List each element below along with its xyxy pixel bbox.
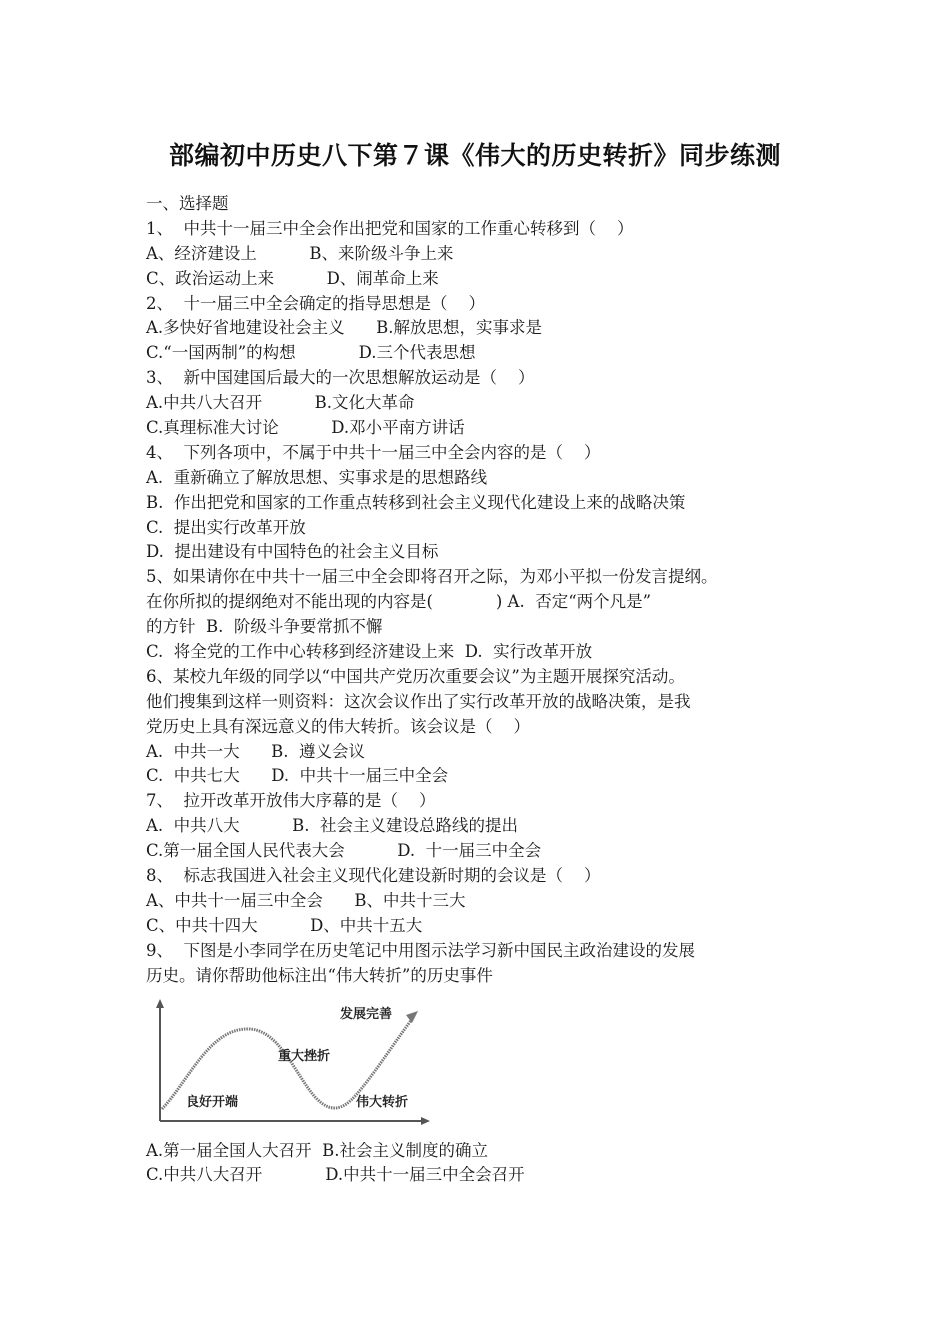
option-c: C. 提出实行改革开放	[146, 517, 306, 537]
options-cd: C. 中共七大 D. 中共十一届三中全会	[146, 766, 449, 786]
option-d: D. 提出建设有中国特色的社会主义目标	[146, 542, 439, 562]
curve-arrow	[406, 1011, 418, 1023]
question-text-line: 5、如果请你在中共十一届三中全会即将召开之际，为邓小平拟一份发言提纲。	[146, 567, 718, 587]
question-text-line: 9、 下图是小李同学在历史笔记中用图示法学习新中国民主政治建设的发展	[146, 940, 695, 960]
options-ab: A. 中共一大 B. 遵义会议	[146, 741, 365, 761]
question-stem: 2、 十一届三中全会确定的指导思想是（ ）	[146, 293, 485, 313]
question-6	[146, 665, 816, 789]
question-stem: 7、 拉开改革开放伟大序幕的是（ ）	[146, 791, 436, 811]
options-ab: A、中共十一届三中全会 B、中共十三大	[146, 890, 466, 910]
exercise-body	[146, 192, 816, 1188]
question-1	[146, 217, 816, 292]
question-text-line: 历史。请你帮助他标注出“伟大转折”的历史事件	[146, 965, 493, 985]
options-cd: C、中共十四大 D、中共十五大	[146, 915, 423, 935]
options-ab: A.中共八大召开 B.文化大革命	[146, 393, 415, 413]
question-text-line: 党历史上具有深远意义的伟大转折。该会议是（ ）	[146, 716, 530, 736]
question-8	[146, 864, 816, 939]
question-9	[146, 939, 816, 1189]
question-4	[146, 441, 816, 565]
options-cd: C.“一国两制”的构想 D.三个代表思想	[146, 343, 476, 363]
question-3	[146, 366, 816, 441]
question-stem: 4、 下列各项中，不属于中共十一届三中全会内容的是（ ）	[146, 442, 601, 462]
options-cd: C、政治运动上来 D、闹革命上来	[146, 268, 439, 288]
x-axis-arrow	[421, 1117, 430, 1125]
section-heading: 一、选择题	[146, 194, 229, 213]
options-cd: C.第一届全国人民代表大会 D. 十一届三中全会	[146, 841, 542, 861]
label-setback: 重大挫折	[278, 1048, 331, 1064]
options-cd: C.中共八大召开 D.中共十一届三中全会召开	[146, 1165, 525, 1185]
question-stem: 1、 中共十一届三中全会作出把党和国家的工作重心转移到（ ）	[146, 218, 634, 238]
question-text-line: C. 将全党的工作中心转移到经济建设上来 D. 实行改革开放	[146, 642, 593, 662]
label-develop: 发展完善	[340, 1006, 393, 1022]
development-curve-figure	[150, 999, 430, 1127]
y-axis-arrow	[156, 999, 164, 1008]
options-ab: A.多快好省地建设社会主义 B.解放思想，实事求是	[146, 318, 542, 338]
question-text-line: 的方针 B. 阶级斗争要常抓不懈	[146, 617, 383, 637]
options-ab: A.第一届全国人大召开 B.社会主义制度的确立	[146, 1140, 489, 1160]
options-cd: C.真理标准大讨论 D.邓小平南方讲话	[146, 418, 465, 438]
question-text-line: 6、某校九年级的同学以“中国共产党历次重要会议”为主题开展探究活动。	[146, 666, 685, 686]
options-ab: A. 中共八大 B. 社会主义建设总路线的提出	[146, 816, 518, 836]
page-title: 部编初中历史八下第７课《伟大的历史转折》同步练测	[168, 141, 781, 170]
options-ab: A、经济建设上 B、来阶级斗争上来	[146, 243, 454, 263]
question-7	[146, 789, 816, 864]
label-start: 良好开端	[186, 1094, 239, 1110]
question-2	[146, 292, 816, 367]
question-text-line: 他们搜集到这样一则资料：这次会议作出了实行改革开放的战略决策，是我	[146, 691, 691, 711]
option-b: B. 作出把党和国家的工作重点转移到社会主义现代化建设上来的战略决策	[146, 492, 686, 512]
question-stem: 8、 标志我国进入社会主义现代化建设新时期的会议是（ ）	[146, 866, 601, 886]
question-text-line: 在你所拟的提纲绝对不能出现的内容是( ) A. 否定“两个凡是”	[146, 592, 652, 612]
label-turn: 伟大转折	[356, 1094, 409, 1110]
question-5	[146, 565, 816, 665]
question-stem: 3、 新中国建国后最大的一次思想解放运动是（ ）	[146, 368, 535, 388]
option-a: A. 重新确立了解放思想、实事求是的思想路线	[146, 467, 488, 487]
